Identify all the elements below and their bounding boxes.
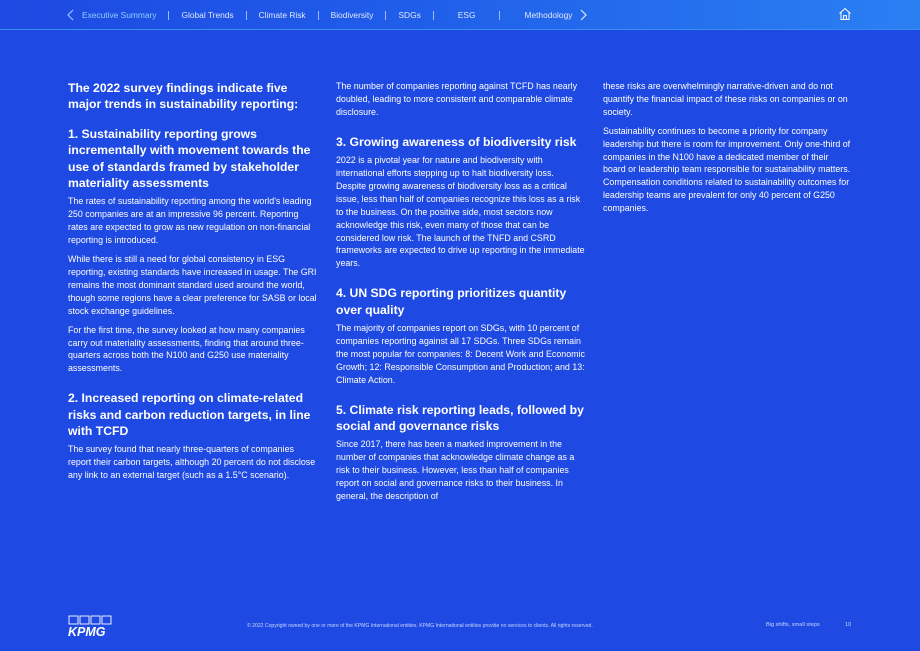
home-icon[interactable]: [838, 7, 852, 21]
nav-biodiversity[interactable]: Biodiversity: [330, 10, 374, 20]
footer: [0, 610, 920, 640]
publication-tagline: Big shifts, small steps: [766, 622, 820, 628]
column-1: [68, 80, 318, 488]
trend-5-paragraph-1: Since 2017, there has been a marked improvement in the number of companies that acknowledge climate change as a risk to their business. However, less than half of companies report on social and governance risks to their business. In general, the description of: [336, 439, 575, 502]
chevron-left-icon[interactable]: [66, 9, 76, 21]
trend-4-paragraph: The majority of companies report on SDGs, with 10 percent of companies reporting against all 17 SDGs. Three SDGs remain the most popular for companies: 8: Decent Work and Economic Growth; 12: Responsible Consumption and Production; and 13: Climate Action.: [336, 323, 585, 385]
trend-2-paragraph-1: The survey found that nearly three-quarters of companies report their carbon targets, although 20 percent do not disclose any link to an external target (such as a 1.5°C scenario).: [68, 444, 316, 481]
kpmg-logo: [68, 615, 116, 639]
intro-heading: The 2022 survey findings indicate five major trends in sustainability reporting:: [68, 81, 299, 112]
copyright-text: © 2022 Copyright owned by one or more of the KPMG International entities. KPMG International entities provide no services to clients. All rights reserved.: [247, 623, 593, 629]
trend-5-paragraph-2: these risks are overwhelmingly narrative-driven and do not quantify the financial impact of these risks on companies or on society.: [603, 81, 848, 117]
nav-methodology[interactable]: Methodology: [524, 10, 573, 20]
nav-divider: [385, 11, 386, 20]
trend-5-heading: 5. Climate risk reporting leads, followed by social and governance risks: [336, 402, 584, 434]
chevron-right-icon[interactable]: [578, 9, 588, 21]
trend-1-paragraph-2: While there is still a need for global consistency in ESG reporting, existing standards have increased in usage. The GRI remains the most dominant standard used around the world, though some regions have a clear preference for SASB or local stock exchange guidelines.: [68, 254, 317, 316]
trend-1-paragraph-1: The rates of sustainability reporting among the world's leading 250 companies are at an impressive 96 percent. Reporting rates are expected to grow as new regulation on non-financial reporting is introduced.: [68, 196, 312, 246]
nav-divider: [168, 11, 169, 20]
nav-global-trends[interactable]: Global Trends: [181, 10, 234, 20]
nav-executive-summary[interactable]: Executive Summary: [82, 10, 157, 20]
page-number: 10: [845, 622, 852, 628]
top-navigation-bar: [0, 0, 920, 30]
leadership-paragraph: Sustainability continues to become a priority for company leadership but there is room for improvement. Only one-third of companies in the N100 have a dedicated member of their board or leadership team responsible for sustainability matters. Compensation conditions related to sustainability outcomes for leadership teams are prevalent for only 40 percent of G250 companies.: [603, 125, 851, 214]
trend-3-paragraph: 2022 is a pivotal year for nature and biodiversity with international efforts stepping up to halt biodiversity loss. Despite growing awareness of biodiversity loss as a critical issue, less than half of companies recognize this loss as a risk to the business. On the positive side, most sectors now acknowledge this risk, even many of those that can be considered low risk. The launch of the TNFD and CSRD frameworks are expected to drive up reporting in the immediate years.: [336, 155, 585, 269]
trend-2-heading: 2. Increased reporting on climate-related risks and carbon reduction targets, in line with TCFD: [68, 391, 311, 439]
nav-divider: [246, 11, 247, 20]
nav-divider: [318, 11, 319, 20]
trend-1-paragraph-3: For the first time, the survey looked at how many companies carry out materiality assessments, finding that around three-quarters across both the N100 and G250 use materiality assessments.: [68, 324, 305, 374]
trend-3-heading: 3. Growing awareness of biodiversity risk: [336, 134, 577, 149]
nav-esg[interactable]: ESG: [457, 10, 476, 20]
trend-4-heading: 4. UN SDG reporting prioritizes quantity over quality: [336, 286, 567, 317]
trend-1-heading: 1. Sustainability reporting grows incrementally with movement towards the use of standards framed by stakeholder materiality assessments: [68, 126, 311, 191]
nav-divider: [499, 11, 500, 20]
svg-text:KPMG: KPMG: [68, 625, 106, 639]
column-3: [603, 80, 853, 221]
column-2: [336, 80, 586, 509]
section-nav: [66, 8, 588, 22]
trend-2-paragraph-2: The number of companies reporting against TCFD has nearly doubled, leading to more consistent and comparable climate disclosure.: [336, 81, 578, 117]
nav-sdgs[interactable]: SDGs: [398, 10, 421, 20]
nav-divider: [433, 11, 434, 20]
nav-climate-risk[interactable]: Climate Risk: [258, 10, 306, 20]
